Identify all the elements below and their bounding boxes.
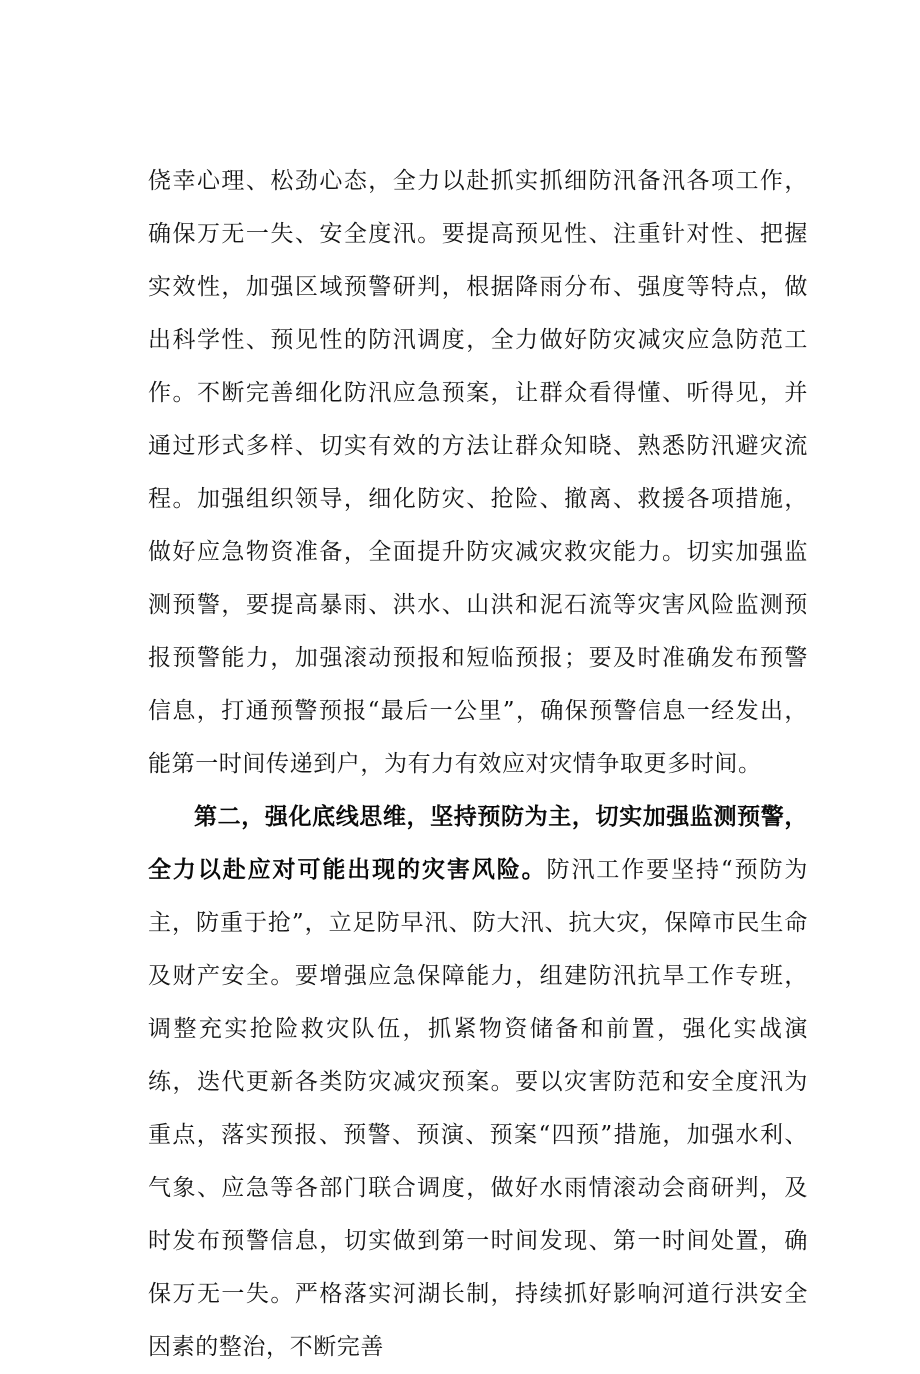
paragraph-heading: 第二，强化底线思维，坚持预防为主，切实加强监测预警，全力以赴应对可能出现的灾害风险。 bbox=[148, 804, 808, 883]
paragraph-text: 防汛工作要坚持“预防为主，防重于抢”，立足防早汛、防大汛、抗大灾，保障市民生命及财产安全。要增强应急保障能力，组建防汛抗旱工作专班，调整充实抢险救灾队伍，抓紧物资储备和前置，强化实战演练，迭代更新各类防灾减灾预案。要以灾害防范和安全度汛为重点，落实预报、预警、预演、预案“四预”措施，加强水利、气象、应急等各部门联合调度，做好水雨情滚动会商研判，及时发布预警信息，切实做到第一时间发现、第一时间处置，确保万无一失。严格落实河湖长制，持续抓好影响河道行洪安全因素的整治，不断完善 bbox=[148, 857, 808, 1360]
body-text bbox=[148, 155, 808, 1374]
paragraph-text: 侥幸心理、松劲心态，全力以赴抓实抓细防汛备汛各项工作，确保万无一失、安全度汛。要提高预见性、注重针对性、把握实效性，加强区域预警研判，根据降雨分布、强度等特点，做出科学性、预见性的防汛调度，全力做好防灾减灾应急防范工作。不断完善细化防汛应急预案，让群众看得懂、听得见，并通过形式多样、切实有效的方法让群众知晓、熟悉防汛避灾流程。加强组织领导，细化防灾、抢险、撤离、救援各项措施，做好应急物资准备，全面提升防灾减灾救灾能力。切实加强监测预警，要提高暴雨、洪水、山洪和泥石流等灾害风险监测预报预警能力，加强滚动预报和短临预报；要及时准确发布预警信息，打通预警预报“最后一公里”，确保预警信息一经发出，能第一时间传递到户，为有力有效应对灾情争取更多时间。 bbox=[148, 168, 808, 777]
paragraph-second-point bbox=[148, 791, 808, 1374]
paragraph-continuation bbox=[148, 155, 808, 791]
